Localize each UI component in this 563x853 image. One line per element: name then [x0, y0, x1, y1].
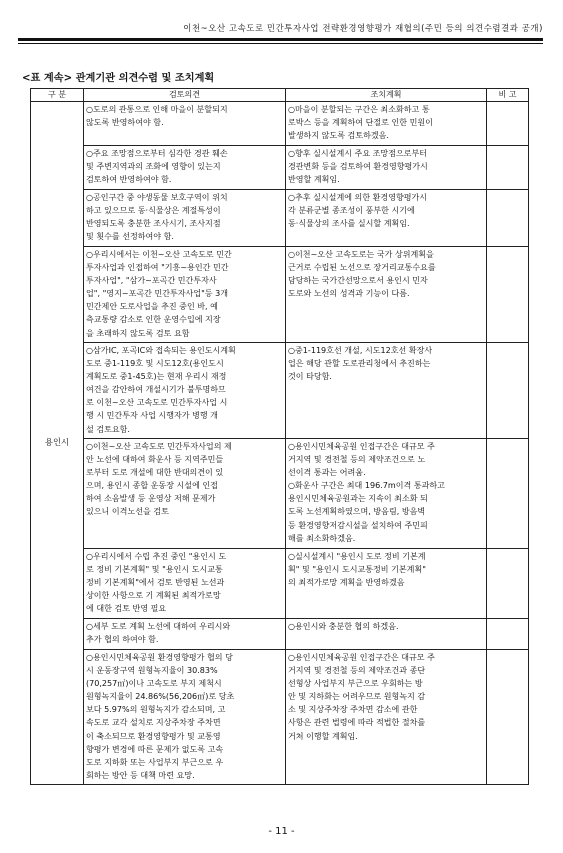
review-cell: ○삼가IC, 포곡IC와 접속되는 용인도시계획 도로 중1-119호 및 시도12호(용인도시 계획도로 중1-45호)는 현재 우리시 재정 여건을 감안하여 개설시기가 불투명하므 로 이천~오산 고속도로 민간투자사업 시 행 시 민간투자 사업 시행자가 병행 개 설 검토요함. — [84, 343, 286, 439]
page-number: - 11 - — [268, 826, 295, 837]
table-row — [31, 650, 529, 785]
table-row — [31, 619, 529, 650]
remarks-cell — [487, 247, 529, 343]
table-header-row — [31, 89, 529, 102]
review-cell: ○주요 조망점으로부터 심각한 경관 훼손 및 주변지역과의 조화에 영향이 있는지 검토하여 반영하여야 함. — [84, 146, 286, 190]
review-cell: ○우리시에서는 이천~오산 고속도로 민간 투자사업과 인접하여 "기흥~용인간 민간 투자사업", "삼가~포곡간 민간투자사 업", "영지~포곡간 민간투자사업"등 3개 민간제안 도로사업을 추진 중인 바, 예 측교통량 감소로 인한 운영수입에 지장 을 초래하지 않도록 검토 요함 — [84, 247, 286, 343]
review-cell: ○공인구간 중 야생동물 보호구역이 위치 하고 있으므로 동·식물상은 계절특성이 반영되도록 충분한 조사시기, 조사지점 및 횟수를 선정하여야 함. — [84, 190, 286, 247]
review-cell: ○용인시민체육공원 환경영향평가 협의 당 시 운동장구역 원형녹지율이 30.83% (70,257㎡)이나 고속도로 부지 제척시 원형녹지율이 24.86%(56,206㎡)로 당초 보다 5.97%의 원형녹지가 감소되며, 고 속도로 교각 설치로 지상주차장 주차면 이 축소되므로 환경영향평가 및 교통영 향평가 변경에 따른 문제가 없도록 고속 도로 지하화 또는 사업부지 부근으로 우 회하는 방안 등 대책 마련 요망. — [84, 650, 286, 785]
table-row — [31, 146, 529, 190]
organization-cell: 용인시 — [31, 102, 84, 785]
table-row — [31, 343, 529, 439]
table-row — [31, 439, 529, 549]
remarks-cell — [487, 650, 529, 785]
col-header-remarks: 비 고 — [487, 89, 529, 102]
review-cell: ○이천~오산 고속도로 민간투자사업의 제 안 노선에 대하여 화운사 등 지역주민들 로부터 도로 개설에 대한 반대의견이 있 으며, 용인시 종합 운동장 시설에 인접 하여 소음발생 등 운영상 저해 문제가 있으니 이격노선을 검토 — [84, 439, 286, 549]
col-header-action: 조치계획 — [286, 89, 487, 102]
table-row — [31, 247, 529, 343]
action-cell: ○중1-119호선 개설, 시도12호선 확장사 업은 해당 관할 도로관리청에서 추진하는 것이 타당함. — [286, 343, 487, 439]
header-rule-thick — [18, 38, 543, 41]
remarks-cell — [487, 343, 529, 439]
running-header: 이천~오산 고속도로 민간투자사업 전략환경영향평가 재협의(주민 등의 의견수렴결과 공개) — [183, 23, 543, 33]
section-title: <표 계속> 관계기관 의견수렴 및 조치계획 — [22, 73, 215, 84]
col-header-review: 검토의견 — [84, 89, 286, 102]
table-row — [31, 190, 529, 247]
review-cell: ○세부 도로 계획 노선에 대하여 우리시와 추가 협의 하여야 함. — [84, 619, 286, 650]
action-cell: ○향후 실시설계시 주요 조망점으로부터 경관변화 등을 검토하여 환경영향평가시 반영할 계획임. — [286, 146, 487, 190]
action-cell: ○용인시와 충분한 협의 하겠음. — [286, 619, 487, 650]
remarks-cell — [487, 190, 529, 247]
remarks-cell — [487, 102, 529, 146]
action-cell: ○마을이 분할되는 구간은 최소화하고 통 로박스 등을 계획하여 단절로 인한 민원이 발생하지 않도록 검토하겠음. — [286, 102, 487, 146]
review-cell: ○도로의 관통으로 인해 마을이 분할되지 않도록 반영하여야 함. — [84, 102, 286, 146]
remarks-cell — [487, 549, 529, 619]
table-row — [31, 102, 529, 146]
remarks-cell — [487, 146, 529, 190]
table-row — [31, 549, 529, 619]
action-cell: ○용인시민체육공원 인접구간은 대규모 주 거지역 및 경전철 등의 제약조건과 종단 선형상 사업부지 부근으로 우회하는 방 안 및 지하화는 어려우므로 원형녹지 감 소 및 지상주차장 주차면 감소에 관한 사항은 관련 법령에 따라 적법한 절차를 거쳐 이행할 계획임. — [286, 650, 487, 785]
remarks-cell — [487, 619, 529, 650]
remarks-cell — [487, 439, 529, 549]
action-cell: ○이천~오산 고속도로는 국가 상위계획을 근거로 수립된 노선으로 장거리교통수요를 담당하는 국가간선망으로서 용인시 민자 도로와 노선의 성격과 기능이 다름. — [286, 247, 487, 343]
action-cell: ○추후 실시설계에 의한 환경영향평가시 각 분류군별 종조성이 풍부한 시기에 동·식물상의 조사를 실시할 계획임. — [286, 190, 487, 247]
header-rule-thin — [18, 43, 543, 44]
action-cell: ○실시설계시 "용인시 도로 정비 기본계 획" 및 "용인시 도시교통정비 기본계획" 의 최적가로망 계획을 반영하겠음 — [286, 549, 487, 619]
action-cell: ○용인시민체육공원 인접구간은 대규모 주 거지역 및 경전철 등의 제약조건으로 노 선이격 통과는 어려움. ○화운사 구간은 최대 196.7m이격 통과하고 용인시민체육공원과는 지속이 최소화 되 도록 노선계획하였으며, 방음림, 방음벽 등 환경영향저감시설을 설치하여 주민피 해를 최소화하겠음. — [286, 439, 487, 549]
opinion-table — [30, 88, 529, 785]
review-cell: ○우리시에서 수립 추진 중인 "용인시 도 로 정비 기본계획" 및 "용인시 도시교통 정비 기본계획"에서 검토 반영된 노선과 상이한 사항으로 기 계획된 최적가로망 에 대한 검토 반영 필요 — [84, 549, 286, 619]
col-header-category: 구 분 — [31, 89, 84, 102]
